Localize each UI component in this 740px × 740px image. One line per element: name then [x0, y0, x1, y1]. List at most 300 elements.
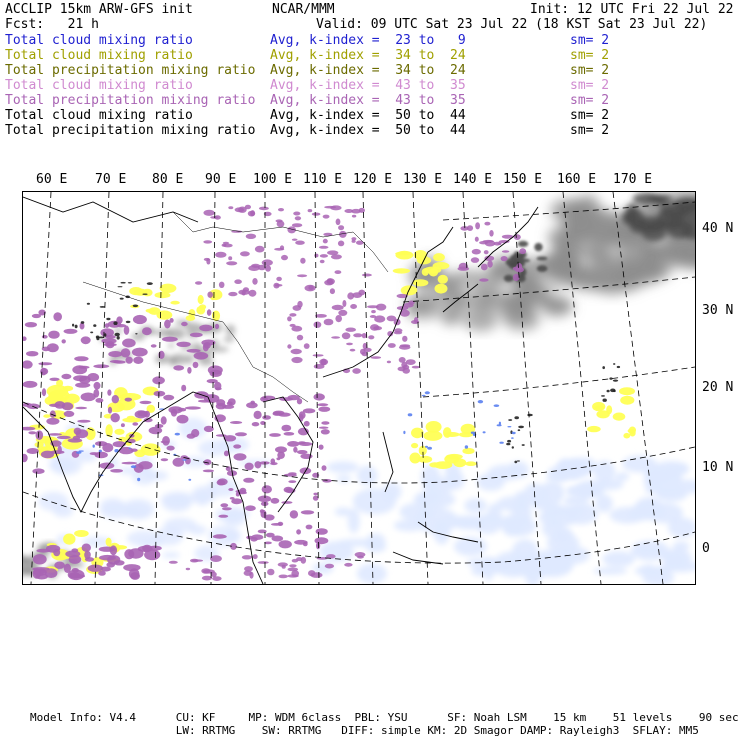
purple-precip-field-cell [234, 453, 247, 460]
purple-precip-field-cell [62, 339, 66, 343]
convective-core-cell [128, 282, 132, 283]
purple-precip-field-cell [351, 209, 361, 214]
purple-precip-field-cell [138, 461, 152, 469]
purple-precip-field-cell [125, 398, 132, 402]
yellow-cloud-field-cell [620, 396, 634, 405]
purple-precip-field-cell [110, 469, 123, 473]
purple-precip-field-cell [246, 536, 253, 539]
longitude-tick-label: 60 E [36, 172, 68, 187]
convective-core-cell [609, 377, 612, 379]
purple-precip-field-cell [49, 378, 59, 381]
purple-precip-field-cell [23, 381, 37, 388]
purple-precip-field-cell [352, 240, 356, 243]
purple-precip-field-cell [288, 472, 296, 475]
yellow-cloud-field-cell [106, 538, 112, 547]
purple-precip-field-cell [289, 313, 296, 317]
purple-precip-field-cell [484, 250, 489, 254]
purple-precip-field-cell [122, 462, 138, 465]
purple-precip-field-cell [210, 555, 222, 562]
dark-cloud-field-cell [537, 265, 548, 272]
purple-precip-field-cell [475, 237, 479, 242]
purple-precip-field-cell [297, 274, 307, 277]
purple-precip-field-cell [231, 498, 242, 504]
convective-core-cell [613, 363, 615, 365]
purple-precip-field-cell [318, 407, 330, 412]
purple-precip-field-cell [27, 448, 39, 454]
purple-precip-field-cell [249, 572, 253, 579]
purple-precip-field-cell [162, 436, 170, 446]
purple-precip-field-cell [281, 255, 288, 260]
yellow-cloud-field-cell [423, 431, 442, 441]
convective-core-cell [100, 306, 105, 308]
light-cloud-field-cell [192, 486, 218, 503]
purple-precip-field-cell [321, 429, 330, 434]
field-row [5, 48, 735, 63]
purple-precip-field-cell [327, 278, 333, 283]
convective-core-cell [81, 321, 85, 324]
convective-core-cell [518, 429, 521, 431]
field-row [5, 78, 735, 93]
purple-precip-field-cell [226, 261, 237, 265]
purple-precip-field-cell [276, 277, 282, 281]
purple-precip-field-cell [272, 536, 284, 542]
purple-precip-field-cell [111, 413, 120, 422]
latitude-tick-label: 10 N [702, 460, 734, 475]
purple-precip-field-cell [296, 529, 301, 534]
purple-precip-field-cell [314, 254, 318, 258]
light-cloud-field-cell [543, 503, 563, 518]
purple-precip-field-cell [49, 404, 61, 407]
purple-precip-field-cell [108, 407, 112, 414]
purple-precip-field-cell [58, 446, 62, 454]
purple-precip-field-cell [228, 488, 233, 491]
purple-precip-field-cell [167, 446, 175, 451]
purple-precip-field-cell [217, 480, 226, 486]
light-cloud-field-cell [507, 461, 529, 479]
purple-precip-field-cell [74, 356, 88, 361]
purple-precip-field-cell [350, 304, 357, 309]
field-name: Total cloud mixing ratio [5, 48, 193, 63]
field-smoothing: sm= 2 [570, 78, 610, 93]
purple-precip-field-cell [371, 356, 382, 359]
purple-precip-field-cell [304, 343, 310, 349]
purple-precip-field-cell [487, 261, 492, 268]
yellow-cloud-field-cell [146, 309, 155, 313]
purple-precip-field-cell [484, 222, 490, 226]
yellow-cloud-field-cell [198, 295, 204, 304]
field-smoothing: sm= 2 [570, 123, 610, 138]
yellow-cloud-field-cell [63, 386, 74, 391]
dark-cloud-field-cell [537, 257, 548, 261]
light-cloud-field-cell [226, 529, 241, 544]
light-cloud-field-cell [164, 518, 197, 533]
purple-precip-field-cell [87, 373, 99, 381]
purple-precip-field-cell [207, 292, 213, 298]
purple-precip-field-cell [163, 395, 174, 401]
purple-precip-field-cell [215, 324, 219, 329]
blue-cloud-field-cell [478, 400, 483, 403]
yellow-cloud-field-cell [443, 427, 451, 438]
purple-precip-field-cell [281, 425, 291, 432]
convective-core-cell [99, 337, 105, 339]
purple-precip-field-cell [513, 274, 520, 281]
yellow-cloud-field-cell [105, 424, 112, 437]
purple-precip-field-cell [152, 376, 165, 384]
purple-precip-field-cell [338, 241, 344, 247]
purple-precip-field-cell [36, 549, 50, 553]
purple-precip-field-cell [235, 207, 245, 212]
field-smoothing: sm= 2 [570, 93, 610, 108]
purple-precip-field-cell [313, 496, 319, 501]
purple-precip-field-cell [199, 325, 212, 332]
purple-precip-field-cell [479, 278, 488, 281]
blue-cloud-field-cell [408, 413, 413, 416]
dark-cloud-field-cell [504, 275, 514, 282]
field-smoothing: sm= 2 [570, 33, 610, 48]
yellow-cloud-field-cell [186, 315, 196, 321]
purple-precip-field-cell [81, 336, 91, 344]
valid-time: Valid: 09 UTC Sat 23 Jul 22 (18 KST Sat 23 Jul 22) [316, 17, 708, 32]
purple-precip-field-cell [162, 337, 178, 342]
purple-precip-field-cell [412, 366, 420, 369]
purple-precip-field-cell [126, 357, 133, 364]
blue-cloud-field-cell [137, 478, 140, 481]
gray-cloud-field-cell [168, 343, 174, 348]
purple-precip-field-cell [502, 250, 509, 252]
latitude-tick-label: 40 N [702, 221, 734, 236]
purple-precip-field-cell [258, 496, 271, 503]
blue-cloud-field-cell [497, 424, 502, 426]
purple-precip-field-cell [181, 385, 186, 392]
purple-precip-field-cell [368, 335, 374, 339]
yellow-cloud-field-cell [462, 448, 474, 454]
light-cloud-field-cell [629, 507, 656, 521]
purple-precip-field-cell [245, 463, 254, 471]
purple-precip-field-cell [279, 540, 292, 548]
purple-precip-field-cell [64, 411, 75, 417]
purple-precip-field-cell [355, 552, 366, 557]
light-cloud-field-cell [593, 567, 627, 574]
yellow-cloud-field-cell [393, 268, 410, 273]
purple-precip-field-cell [94, 382, 101, 390]
yellow-cloud-field-cell [623, 433, 630, 439]
purple-precip-field-cell [489, 230, 493, 237]
convective-core-cell [602, 366, 605, 369]
purple-precip-field-cell [403, 303, 413, 308]
purple-precip-field-cell [50, 450, 64, 454]
purple-precip-field-cell [248, 290, 256, 297]
convective-core-cell [87, 303, 90, 305]
purple-precip-field-cell [259, 461, 270, 464]
purple-precip-field-cell [299, 411, 306, 419]
light-cloud-field-cell [162, 552, 180, 558]
yellow-cloud-field-cell [435, 284, 448, 294]
longitude-tick-label: 150 E [503, 172, 543, 187]
blue-cloud-field-cell [465, 445, 468, 449]
purple-precip-field-cell [314, 322, 322, 328]
field-name: Total precipitation mixing ratio [5, 123, 256, 138]
blue-cloud-field-cell [188, 479, 191, 481]
purple-precip-field-cell [295, 216, 301, 220]
purple-precip-field-cell [61, 374, 71, 379]
purple-precip-field-cell [32, 468, 44, 474]
purple-precip-field-cell [110, 360, 122, 363]
light-cloud-field-cell [564, 495, 589, 506]
convective-core-cell [133, 305, 138, 308]
purple-precip-field-cell [291, 349, 302, 354]
field-k-index: Avg, k-index = 43 to 35 [270, 78, 466, 93]
purple-precip-field-cell [235, 432, 247, 436]
purple-precip-field-cell [284, 432, 295, 436]
purple-precip-field-cell [288, 480, 296, 483]
purple-precip-field-cell [207, 309, 211, 316]
purple-precip-field-cell [203, 569, 215, 573]
gray-cloud-field-cell [501, 293, 514, 307]
purple-precip-field-cell [73, 375, 87, 381]
purple-precip-field-cell [176, 342, 190, 347]
map-panel [22, 191, 696, 585]
purple-precip-field-cell [320, 254, 328, 258]
blue-cloud-field-cell [175, 433, 180, 436]
convective-core-cell [508, 419, 512, 421]
model-info-line-1: Model Info: V4.4 CU: KF MP: WDM 6class PBL: YSU SF: Noah LSM 15 km 51 levels 90 sec [30, 711, 739, 724]
yellow-cloud-field-cell [395, 252, 411, 256]
purple-precip-field-cell [132, 422, 138, 426]
purple-precip-field-cell [403, 365, 410, 370]
purple-precip-field-cell [271, 458, 276, 464]
light-cloud-field-cell [416, 508, 459, 534]
purple-precip-field-cell [93, 364, 109, 368]
purple-precip-field-cell [190, 333, 203, 338]
purple-precip-field-cell [290, 510, 298, 518]
field-k-index: Avg, k-index = 34 to 24 [270, 48, 466, 63]
purple-precip-field-cell [331, 254, 342, 259]
latitude-tick-label: 20 N [702, 380, 734, 395]
purple-precip-field-cell [95, 398, 103, 403]
longitude-tick-label: 110 E [303, 172, 343, 187]
yellow-cloud-field-cell [157, 310, 173, 319]
purple-precip-field-cell [316, 542, 320, 549]
purple-precip-field-cell [350, 349, 356, 352]
yellow-cloud-field-cell [160, 284, 177, 293]
purple-precip-field-cell [313, 493, 317, 496]
yellow-cloud-field-cell [433, 253, 445, 261]
purple-precip-field-cell [82, 544, 91, 552]
purple-precip-field-cell [233, 444, 241, 448]
field-smoothing: sm= 2 [570, 48, 610, 63]
purple-precip-field-cell [287, 441, 299, 447]
convective-core-cell [617, 366, 620, 368]
purple-precip-field-cell [170, 318, 174, 323]
yellow-cloud-field-cell [74, 530, 89, 537]
convective-core-cell [90, 332, 93, 334]
blue-cloud-field-cell [494, 404, 500, 407]
light-cloud-field-cell [487, 503, 501, 525]
gray-cloud-field-cell [543, 281, 565, 289]
purple-precip-field-cell [281, 501, 292, 504]
field-name: Total cloud mixing ratio [5, 78, 193, 93]
blue-cloud-field-cell [499, 422, 501, 425]
dark-cloud-field-cell [518, 241, 529, 247]
purple-precip-field-cell [137, 411, 148, 417]
blue-cloud-field-cell [511, 437, 514, 439]
purple-precip-field-cell [234, 279, 242, 284]
dark-cloud-field-cell [625, 204, 638, 222]
convective-core-cell [610, 389, 615, 393]
purple-precip-field-cell [330, 288, 335, 294]
purple-precip-field-cell [204, 342, 211, 349]
purple-precip-field-cell [301, 510, 314, 514]
model-info-line-2: LW: RRTMG SW: RRTMG DIFF: simple KM: 2D Smagor DAMP: Rayleigh3 SFLAY: MM5 [30, 724, 699, 737]
purple-precip-field-cell [228, 398, 236, 405]
field-name: Total cloud mixing ratio [5, 33, 193, 48]
purple-precip-field-cell [53, 549, 60, 557]
field-row [5, 93, 735, 108]
yellow-cloud-field-cell [619, 387, 635, 395]
purple-precip-field-cell [48, 433, 62, 436]
yellow-cloud-field-cell [453, 458, 466, 467]
purple-precip-field-cell [246, 234, 256, 239]
purple-precip-field-cell [388, 343, 396, 348]
convective-core-cell [613, 380, 618, 382]
convective-core-cell [147, 282, 153, 285]
field-row [5, 108, 735, 123]
light-cloud-field-cell [127, 530, 163, 546]
purple-precip-field-cell [204, 258, 210, 261]
purple-precip-field-cell [215, 252, 226, 258]
light-cloud-field-cell [121, 499, 154, 520]
longitude-tick-label: 70 E [95, 172, 127, 187]
purple-precip-field-cell [353, 333, 362, 337]
plot-title: ACCLIP 15km ARW-GFS init [5, 2, 193, 17]
purple-precip-field-cell [501, 256, 508, 261]
yellow-cloud-field-cell [142, 289, 152, 297]
purple-precip-field-cell [107, 389, 111, 395]
blue-cloud-field-cell [427, 447, 432, 450]
convective-core-cell [75, 325, 78, 329]
purple-precip-field-cell [291, 357, 302, 363]
purple-precip-field-cell [168, 406, 182, 413]
convective-core-cell [518, 426, 524, 429]
purple-precip-field-cell [62, 402, 74, 410]
purple-precip-field-cell [475, 222, 480, 229]
purple-precip-field-cell [519, 248, 526, 254]
purple-precip-field-cell [252, 422, 260, 426]
purple-precip-field-cell [275, 284, 283, 287]
longitude-tick-label: 100 E [253, 172, 293, 187]
purple-precip-field-cell [84, 551, 91, 560]
field-name: Total precipitation mixing ratio [5, 93, 256, 108]
purple-precip-field-cell [32, 314, 41, 318]
convective-core-cell [607, 390, 610, 393]
purple-precip-field-cell [313, 354, 324, 356]
purple-precip-field-cell [324, 206, 336, 209]
purple-precip-field-cell [33, 554, 47, 564]
purple-precip-field-cell [38, 362, 52, 365]
purple-precip-field-cell [53, 312, 62, 321]
purple-precip-field-cell [271, 523, 282, 526]
purple-precip-field-cell [191, 429, 199, 437]
light-cloud-field-cell [348, 508, 360, 533]
purple-precip-field-cell [362, 333, 367, 338]
purple-precip-field-cell [186, 568, 190, 570]
convective-core-cell [527, 414, 533, 417]
purple-precip-field-cell [132, 348, 148, 357]
blue-cloud-field-cell [93, 445, 95, 448]
purple-precip-field-cell [114, 560, 125, 565]
convective-core-cell [506, 443, 510, 445]
purple-precip-field-cell [95, 452, 108, 459]
purple-precip-field-cell [246, 402, 258, 408]
purple-precip-field-cell [314, 393, 325, 400]
yellow-cloud-field-cell [413, 279, 429, 286]
purple-precip-field-cell [245, 505, 256, 511]
purple-precip-field-cell [371, 310, 376, 313]
purple-precip-field-cell [362, 274, 372, 277]
yellow-cloud-field-cell [411, 428, 424, 439]
purple-precip-field-cell [77, 420, 90, 423]
forecast-hour: Fcst: 21 h [5, 17, 99, 32]
convective-core-cell [603, 399, 607, 402]
longitude-tick-label: 90 E [205, 172, 237, 187]
convective-core-cell [135, 333, 137, 334]
purple-precip-field-cell [323, 239, 328, 244]
purple-precip-field-cell [336, 219, 341, 226]
gray-cloud-field-cell [226, 325, 236, 336]
purple-precip-field-cell [275, 446, 287, 452]
purple-precip-field-cell [57, 436, 71, 439]
blue-cloud-field-cell [129, 448, 131, 449]
purple-precip-field-cell [258, 561, 269, 564]
convective-core-cell [120, 298, 124, 300]
blue-cloud-field-cell [422, 395, 426, 397]
yellow-cloud-field-cell [170, 301, 179, 305]
field-name: Total cloud mixing ratio [5, 108, 193, 123]
purple-precip-field-cell [244, 566, 253, 572]
purple-precip-field-cell [75, 383, 90, 388]
field-k-index: Avg, k-index = 43 to 35 [270, 93, 466, 108]
purple-precip-field-cell [347, 292, 354, 299]
convective-core-cell [117, 336, 120, 340]
light-cloud-field-cell [424, 498, 436, 505]
purple-precip-field-cell [203, 470, 214, 473]
purple-precip-field-cell [192, 559, 203, 561]
light-cloud-field-cell [603, 551, 635, 567]
purple-precip-field-cell [133, 357, 143, 364]
blue-cloud-field-cell [79, 450, 84, 451]
light-cloud-field-cell [540, 481, 564, 505]
purple-precip-field-cell [202, 576, 212, 581]
purple-precip-field-cell [295, 241, 305, 245]
purple-precip-field-cell [294, 540, 308, 545]
purple-precip-field-cell [240, 251, 250, 256]
blue-cloud-field-cell [425, 391, 430, 394]
purple-precip-field-cell [414, 317, 418, 323]
purple-precip-field-cell [308, 570, 315, 576]
purple-precip-field-cell [267, 569, 274, 576]
purple-precip-field-cell [228, 206, 233, 209]
convective-core-cell [104, 333, 106, 336]
blue-cloud-field-cell [499, 442, 503, 444]
purple-precip-field-cell [472, 249, 481, 255]
gray-cloud-field-cell [169, 356, 176, 367]
purple-precip-field-cell [287, 344, 291, 348]
light-cloud-field-cell [464, 498, 487, 513]
purple-precip-field-cell [106, 562, 115, 568]
convective-core-cell [113, 321, 117, 325]
blue-cloud-field-cell [182, 459, 186, 460]
purple-precip-field-cell [399, 345, 411, 350]
